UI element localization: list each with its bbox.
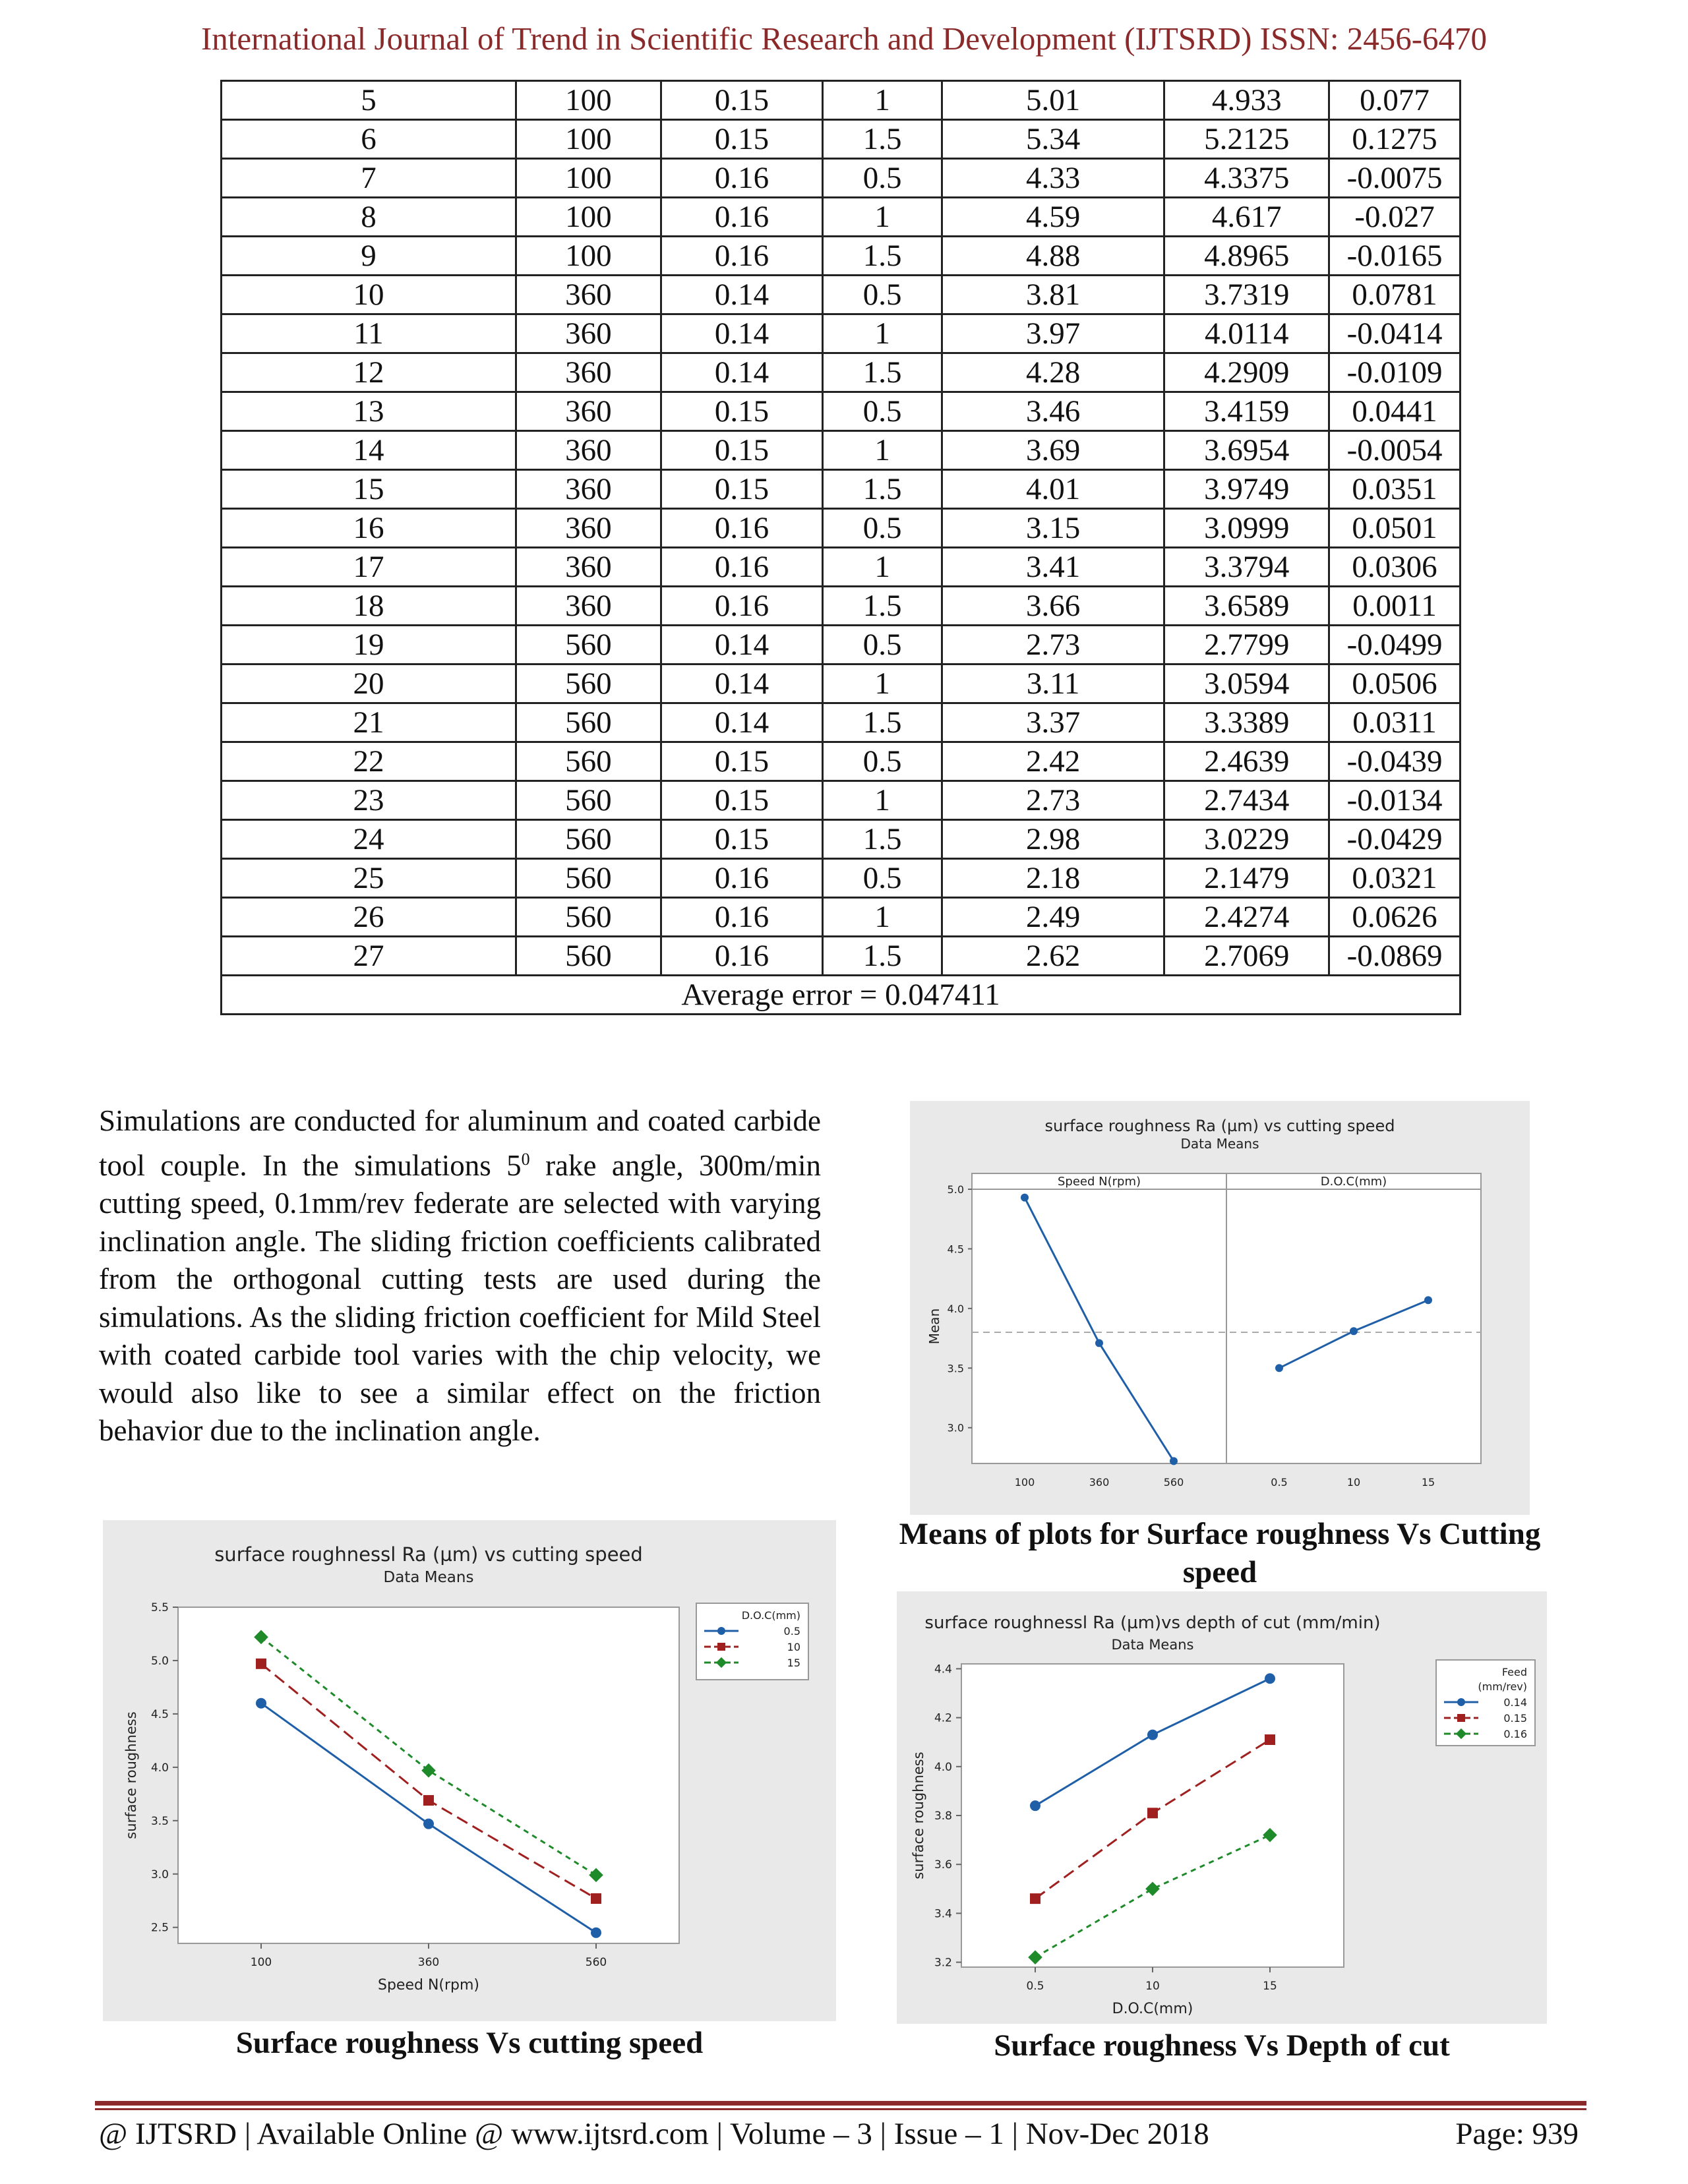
table-cell: 4.8965 xyxy=(1164,237,1329,276)
table-cell: 4.01 xyxy=(942,470,1164,509)
table-cell: 0.5 xyxy=(823,392,942,431)
chart-subtitle: Data Means xyxy=(383,1569,474,1586)
chart-roughness-vs-speed xyxy=(103,1520,836,2021)
table-cell: 2.7434 xyxy=(1164,781,1329,820)
table-cell: 4.33 xyxy=(942,159,1164,198)
table-cell: 10 xyxy=(222,276,516,314)
legend-item: 0.16 xyxy=(1503,1728,1527,1740)
table-cell: 1 xyxy=(823,548,942,587)
table-cell: 15 xyxy=(222,470,516,509)
table-cell: 4.88 xyxy=(942,237,1164,276)
data-point xyxy=(1030,1800,1040,1811)
legend-title: D.O.C(mm) xyxy=(741,1609,800,1622)
x-axis-label: Speed N(rpm) xyxy=(377,1977,480,1993)
y-tick-label: 4.5 xyxy=(150,1707,169,1721)
table-cell: 560 xyxy=(516,859,661,898)
table-cell: 100 xyxy=(516,198,661,237)
table-cell: 4.28 xyxy=(942,353,1164,392)
table-cell: 0.14 xyxy=(661,276,823,314)
table-cell: 360 xyxy=(516,276,661,314)
footer-rule-thin xyxy=(95,2108,1586,2110)
body-paragraph xyxy=(99,1102,821,1450)
table-cell: 8 xyxy=(222,198,516,237)
footer-citation: @ IJTSRD | Available Online @ www.ijtsrd.com | Volume – 3 | Issue – 1 | Nov-Dec 2018 xyxy=(99,2117,1209,2151)
chart-roughness-vs-doc xyxy=(897,1591,1547,2024)
table-cell: 0.16 xyxy=(661,159,823,198)
table-cell: 0.16 xyxy=(661,237,823,276)
table-cell: 2.73 xyxy=(942,626,1164,664)
table-cell: -0.0869 xyxy=(1329,937,1461,976)
table-cell: 3.37 xyxy=(942,703,1164,742)
y-tick-label: 3.6 xyxy=(934,1858,952,1872)
y-tick-label: 4.4 xyxy=(934,1663,952,1676)
table-cell: 22 xyxy=(222,742,516,781)
table-cell: -0.0109 xyxy=(1329,353,1461,392)
table-cell: 0.1275 xyxy=(1329,120,1461,159)
degree-superscript: 0 xyxy=(521,1149,530,1169)
table-cell: -0.0134 xyxy=(1329,781,1461,820)
table-cell: 3.97 xyxy=(942,314,1164,353)
x-tick-label: 0.5 xyxy=(1271,1476,1288,1489)
table-cell: 1 xyxy=(823,898,942,937)
data-point xyxy=(717,1627,725,1635)
table-cell: 17 xyxy=(222,548,516,587)
table-cell: 13 xyxy=(222,392,516,431)
table-cell: 560 xyxy=(516,781,661,820)
legend-item: 0.14 xyxy=(1503,1696,1527,1709)
table-cell: 0.5 xyxy=(823,859,942,898)
table-row xyxy=(222,314,1461,353)
table-cell: 4.3375 xyxy=(1164,159,1329,198)
table-cell: 0.15 xyxy=(661,781,823,820)
table-row xyxy=(222,587,1461,626)
data-point xyxy=(1350,1327,1358,1335)
y-tick-label: 3.5 xyxy=(947,1362,964,1375)
chart-roughness-vs-speed-svg xyxy=(103,1520,836,2021)
table-cell: 1.5 xyxy=(823,703,942,742)
table-cell: 100 xyxy=(516,159,661,198)
table-cell: 1.5 xyxy=(823,587,942,626)
table-cell: 100 xyxy=(516,81,661,120)
table-cell: 0.5 xyxy=(823,626,942,664)
table-row xyxy=(222,392,1461,431)
legend-title: (mm/rev) xyxy=(1478,1680,1527,1693)
chart-roughness-vs-doc-svg xyxy=(897,1591,1547,2024)
data-point xyxy=(1021,1194,1029,1202)
x-tick-label: 100 xyxy=(250,1956,272,1969)
x-tick-label: 100 xyxy=(1014,1476,1035,1489)
table-cell: 0.15 xyxy=(661,120,823,159)
table-cell: 3.15 xyxy=(942,509,1164,548)
table-cell: 1.5 xyxy=(823,120,942,159)
table-cell: -0.0165 xyxy=(1329,237,1461,276)
table-cell: 1.5 xyxy=(823,353,942,392)
y-tick-label: 3.5 xyxy=(150,1814,169,1828)
table-cell: 1 xyxy=(823,314,942,353)
table-cell: 0.0781 xyxy=(1329,276,1461,314)
table-cell: 3.41 xyxy=(942,548,1164,587)
table-cell: 0.0626 xyxy=(1329,898,1461,937)
table-row xyxy=(222,898,1461,937)
average-error-cell: Average error = 0.047411 xyxy=(222,976,1461,1015)
footer-rule xyxy=(95,2101,1586,2106)
table-cell: 3.3389 xyxy=(1164,703,1329,742)
table-cell: 0.0351 xyxy=(1329,470,1461,509)
table-cell: 0.14 xyxy=(661,626,823,664)
table-row xyxy=(222,859,1461,898)
table-cell: 3.0999 xyxy=(1164,509,1329,548)
table-row xyxy=(222,198,1461,237)
table-cell: 0.5 xyxy=(823,276,942,314)
table-cell: 0.16 xyxy=(661,587,823,626)
table-cell: 2.42 xyxy=(942,742,1164,781)
table-cell: -0.0429 xyxy=(1329,820,1461,859)
legend-title: Feed xyxy=(1501,1666,1527,1678)
table-cell: 24 xyxy=(222,820,516,859)
data-point xyxy=(1457,1698,1465,1706)
data-point xyxy=(1275,1364,1283,1372)
table-cell: 0.15 xyxy=(661,81,823,120)
table-cell: 1 xyxy=(823,664,942,703)
y-tick-label: 3.4 xyxy=(934,1907,952,1921)
table-cell: 2.49 xyxy=(942,898,1164,937)
table-cell: 3.0594 xyxy=(1164,664,1329,703)
table-row xyxy=(222,548,1461,587)
table-row xyxy=(222,237,1461,276)
table-cell: 27 xyxy=(222,937,516,976)
data-point xyxy=(1457,1714,1465,1722)
table-cell: 4.2909 xyxy=(1164,353,1329,392)
table-cell: 4.0114 xyxy=(1164,314,1329,353)
y-tick-label: 4.0 xyxy=(150,1761,169,1775)
y-tick-label: 5.0 xyxy=(150,1654,169,1668)
table-cell: 14 xyxy=(222,431,516,470)
table-cell: 1.5 xyxy=(823,937,942,976)
table-cell: -0.0499 xyxy=(1329,626,1461,664)
table-cell: 3.0229 xyxy=(1164,820,1329,859)
table-cell: 2.7069 xyxy=(1164,937,1329,976)
table-cell: 2.18 xyxy=(942,859,1164,898)
table-row xyxy=(222,353,1461,392)
table-cell: 560 xyxy=(516,937,661,976)
y-tick-label: 2.5 xyxy=(150,1921,169,1935)
x-tick-label: 15 xyxy=(1263,1980,1277,1993)
table-cell: 0.5 xyxy=(823,509,942,548)
journal-header: International Journal of Trend in Scientific Research and Development (IJTSRD) ISSN: 2456-6470 xyxy=(200,20,1488,57)
data-point xyxy=(1147,1730,1158,1740)
chart-title: surface roughnessl Ra (µm) vs cutting speed xyxy=(214,1543,643,1566)
data-point xyxy=(423,1795,434,1806)
table-cell: 3.81 xyxy=(942,276,1164,314)
y-tick-label: 3.0 xyxy=(150,1868,169,1881)
y-tick-label: 4.5 xyxy=(947,1243,964,1256)
table-cell: 12 xyxy=(222,353,516,392)
y-tick-label: 3.8 xyxy=(934,1810,952,1823)
table-average-row xyxy=(222,976,1461,1015)
legend-item: 10 xyxy=(787,1641,800,1653)
table-row xyxy=(222,276,1461,314)
table-cell: 3.3794 xyxy=(1164,548,1329,587)
table-cell: 7 xyxy=(222,159,516,198)
y-tick-label: 4.0 xyxy=(947,1302,964,1315)
y-tick-label: 5.0 xyxy=(947,1183,964,1196)
table-cell: -0.0075 xyxy=(1329,159,1461,198)
x-tick-label: 10 xyxy=(1346,1476,1361,1489)
table-cell: 3.69 xyxy=(942,431,1164,470)
table-cell: 0.16 xyxy=(661,937,823,976)
data-point xyxy=(1147,1808,1158,1818)
y-tick-label: 4.0 xyxy=(934,1760,952,1774)
table-row xyxy=(222,664,1461,703)
table-cell: 26 xyxy=(222,898,516,937)
results-table xyxy=(220,80,1461,1015)
table-cell: 3.11 xyxy=(942,664,1164,703)
x-tick-label: 0.5 xyxy=(1026,1980,1044,1993)
paragraph-part-1: Simulations are conducted for aluminum and coated carbide tool couple. In the simulations 5 xyxy=(99,1104,821,1182)
table-cell: 0.16 xyxy=(661,509,823,548)
table-cell: 1 xyxy=(823,431,942,470)
chart-title: surface roughnessl Ra (µm)vs depth of cut (mm/min) xyxy=(924,1613,1381,1633)
caption-roughness-vs-doc: Surface roughness Vs Depth of cut xyxy=(994,2028,1450,2063)
data-point xyxy=(1424,1296,1432,1304)
table-cell: 0.5 xyxy=(823,159,942,198)
table-cell: 0.16 xyxy=(661,198,823,237)
table-cell: 100 xyxy=(516,237,661,276)
table-row xyxy=(222,81,1461,120)
table-row xyxy=(222,509,1461,548)
x-tick-label: 360 xyxy=(417,1956,440,1969)
table-row xyxy=(222,431,1461,470)
table-cell: 560 xyxy=(516,820,661,859)
y-tick-label: 4.2 xyxy=(934,1711,952,1725)
x-tick-label: 360 xyxy=(1089,1476,1110,1489)
table-cell: 20 xyxy=(222,664,516,703)
table-cell: 360 xyxy=(516,470,661,509)
table-cell: 560 xyxy=(516,742,661,781)
table-cell: 0.0321 xyxy=(1329,859,1461,898)
table-cell: 3.46 xyxy=(942,392,1164,431)
table-cell: 2.7799 xyxy=(1164,626,1329,664)
table-cell: 0.0501 xyxy=(1329,509,1461,548)
panel-label: D.O.C(mm) xyxy=(1320,1175,1387,1189)
table-cell: 3.4159 xyxy=(1164,392,1329,431)
table-cell: 0.0506 xyxy=(1329,664,1461,703)
data-point xyxy=(256,1698,266,1709)
table-row xyxy=(222,820,1461,859)
y-tick-label: 3.0 xyxy=(947,1421,964,1434)
table-cell: 19 xyxy=(222,626,516,664)
x-axis-label: D.O.C(mm) xyxy=(1112,2001,1193,2017)
data-point xyxy=(591,1928,601,1938)
table-cell: 4.59 xyxy=(942,198,1164,237)
chart-title: surface roughness Ra (µm) vs cutting speed xyxy=(1044,1117,1395,1135)
table-cell: 25 xyxy=(222,859,516,898)
table-cell: 5.2125 xyxy=(1164,120,1329,159)
legend-item: 15 xyxy=(787,1657,800,1669)
y-axis-label: surface roughness xyxy=(123,1711,139,1839)
data-point xyxy=(1095,1339,1103,1347)
table-cell: 3.7319 xyxy=(1164,276,1329,314)
table-cell: 2.73 xyxy=(942,781,1164,820)
table-cell: 6 xyxy=(222,120,516,159)
table-row xyxy=(222,703,1461,742)
table-cell: 2.4274 xyxy=(1164,898,1329,937)
data-point xyxy=(423,1819,434,1829)
table-row xyxy=(222,781,1461,820)
panel-label: Speed N(rpm) xyxy=(1057,1175,1141,1189)
table-row xyxy=(222,470,1461,509)
paragraph-part-2: rake angle, 300m/min cutting speed, 0.1mm/rev federate are selected with varying inclination angle. The sliding friction coefficients calibrated from the orthogonal cutting tests are used during the simulations. As the sliding friction coefficient for Mild Steel with coated carbide tool varies with the chip velocity, we would also like to see a similar effect on the friction behavior due to the inclination angle. xyxy=(99,1148,822,1447)
footer-page-number: Page: 939 xyxy=(1455,2117,1579,2151)
table-cell: 0.14 xyxy=(661,353,823,392)
table-cell: -0.0439 xyxy=(1329,742,1461,781)
table-cell: 0.0011 xyxy=(1329,587,1461,626)
table-cell: 0.16 xyxy=(661,859,823,898)
table-cell: 360 xyxy=(516,392,661,431)
table-cell: 560 xyxy=(516,703,661,742)
table-cell: 1.5 xyxy=(823,470,942,509)
table-row xyxy=(222,159,1461,198)
table-cell: 0.14 xyxy=(661,314,823,353)
table-cell: -0.0414 xyxy=(1329,314,1461,353)
table-cell: 4.617 xyxy=(1164,198,1329,237)
table-row xyxy=(222,120,1461,159)
table-cell: 100 xyxy=(516,120,661,159)
data-point xyxy=(256,1659,266,1669)
table-cell: 0.15 xyxy=(661,431,823,470)
table-cell: 1 xyxy=(823,781,942,820)
table-cell: 0.15 xyxy=(661,392,823,431)
y-axis-label: Mean xyxy=(926,1308,942,1345)
y-tick-label: 3.2 xyxy=(934,1956,952,1970)
table-row xyxy=(222,626,1461,664)
table-cell: 4.933 xyxy=(1164,81,1329,120)
table-cell: 3.9749 xyxy=(1164,470,1329,509)
data-point xyxy=(1170,1457,1178,1465)
table-cell: 23 xyxy=(222,781,516,820)
table-cell: 0.5 xyxy=(823,742,942,781)
x-tick-label: 10 xyxy=(1145,1980,1160,1993)
caption-roughness-vs-speed: Surface roughness Vs cutting speed xyxy=(235,2026,704,2060)
table-cell: 0.077 xyxy=(1329,81,1461,120)
table-cell: 3.66 xyxy=(942,587,1164,626)
table-cell: -0.0054 xyxy=(1329,431,1461,470)
table-cell: 560 xyxy=(516,898,661,937)
table-cell: 2.1479 xyxy=(1164,859,1329,898)
table-cell: -0.027 xyxy=(1329,198,1461,237)
chart-means-plot xyxy=(910,1101,1530,1515)
table-cell: 16 xyxy=(222,509,516,548)
table-cell: 1 xyxy=(823,81,942,120)
table-cell: 0.15 xyxy=(661,820,823,859)
table-cell: 5.01 xyxy=(942,81,1164,120)
table-cell: 21 xyxy=(222,703,516,742)
table-cell: 0.14 xyxy=(661,703,823,742)
table-cell: 0.0441 xyxy=(1329,392,1461,431)
y-axis-label: surface roughness xyxy=(911,1752,926,1879)
table-cell: 1.5 xyxy=(823,237,942,276)
table-cell: 360 xyxy=(516,548,661,587)
data-point xyxy=(1265,1734,1275,1745)
chart-subtitle: Data Means xyxy=(1111,1637,1194,1653)
table-cell: 0.14 xyxy=(661,664,823,703)
table-cell: 2.62 xyxy=(942,937,1164,976)
data-point xyxy=(717,1643,725,1651)
table-row xyxy=(222,937,1461,976)
data-point xyxy=(1030,1893,1040,1904)
table-cell: 0.0311 xyxy=(1329,703,1461,742)
y-tick-label: 5.5 xyxy=(150,1601,169,1614)
table-cell: 560 xyxy=(516,664,661,703)
table-cell: 560 xyxy=(516,626,661,664)
table-cell: 360 xyxy=(516,587,661,626)
x-tick-label: 560 xyxy=(585,1956,607,1969)
table-cell: 0.16 xyxy=(661,548,823,587)
data-point xyxy=(1265,1673,1275,1684)
table-cell: 3.6954 xyxy=(1164,431,1329,470)
table-cell: 18 xyxy=(222,587,516,626)
table-cell: 360 xyxy=(516,353,661,392)
table-cell: 9 xyxy=(222,237,516,276)
legend-item: 0.15 xyxy=(1503,1712,1527,1725)
x-tick-label: 560 xyxy=(1163,1476,1184,1489)
table-cell: 0.15 xyxy=(661,470,823,509)
table-cell: 1.5 xyxy=(823,820,942,859)
table-cell: 11 xyxy=(222,314,516,353)
table-row xyxy=(222,742,1461,781)
chart-subtitle: Data Means xyxy=(1180,1136,1259,1152)
table-cell: 1 xyxy=(823,198,942,237)
table-cell: 5 xyxy=(222,81,516,120)
table-cell: 0.15 xyxy=(661,742,823,781)
table-cell: 2.98 xyxy=(942,820,1164,859)
chart-means-plot-svg xyxy=(910,1101,1530,1515)
table-cell: 2.4639 xyxy=(1164,742,1329,781)
table-cell: 0.0306 xyxy=(1329,548,1461,587)
table-cell: 5.34 xyxy=(942,120,1164,159)
table-cell: 360 xyxy=(516,431,661,470)
table-cell: 0.16 xyxy=(661,898,823,937)
x-tick-label: 15 xyxy=(1421,1476,1435,1489)
table-cell: 360 xyxy=(516,314,661,353)
data-point xyxy=(591,1893,601,1904)
table-cell: 360 xyxy=(516,509,661,548)
legend-item: 0.5 xyxy=(783,1625,800,1638)
table-cell: 3.6589 xyxy=(1164,587,1329,626)
caption-means-plot: Means of plots for Surface roughness Vs Cutting speed xyxy=(899,1517,1541,1589)
